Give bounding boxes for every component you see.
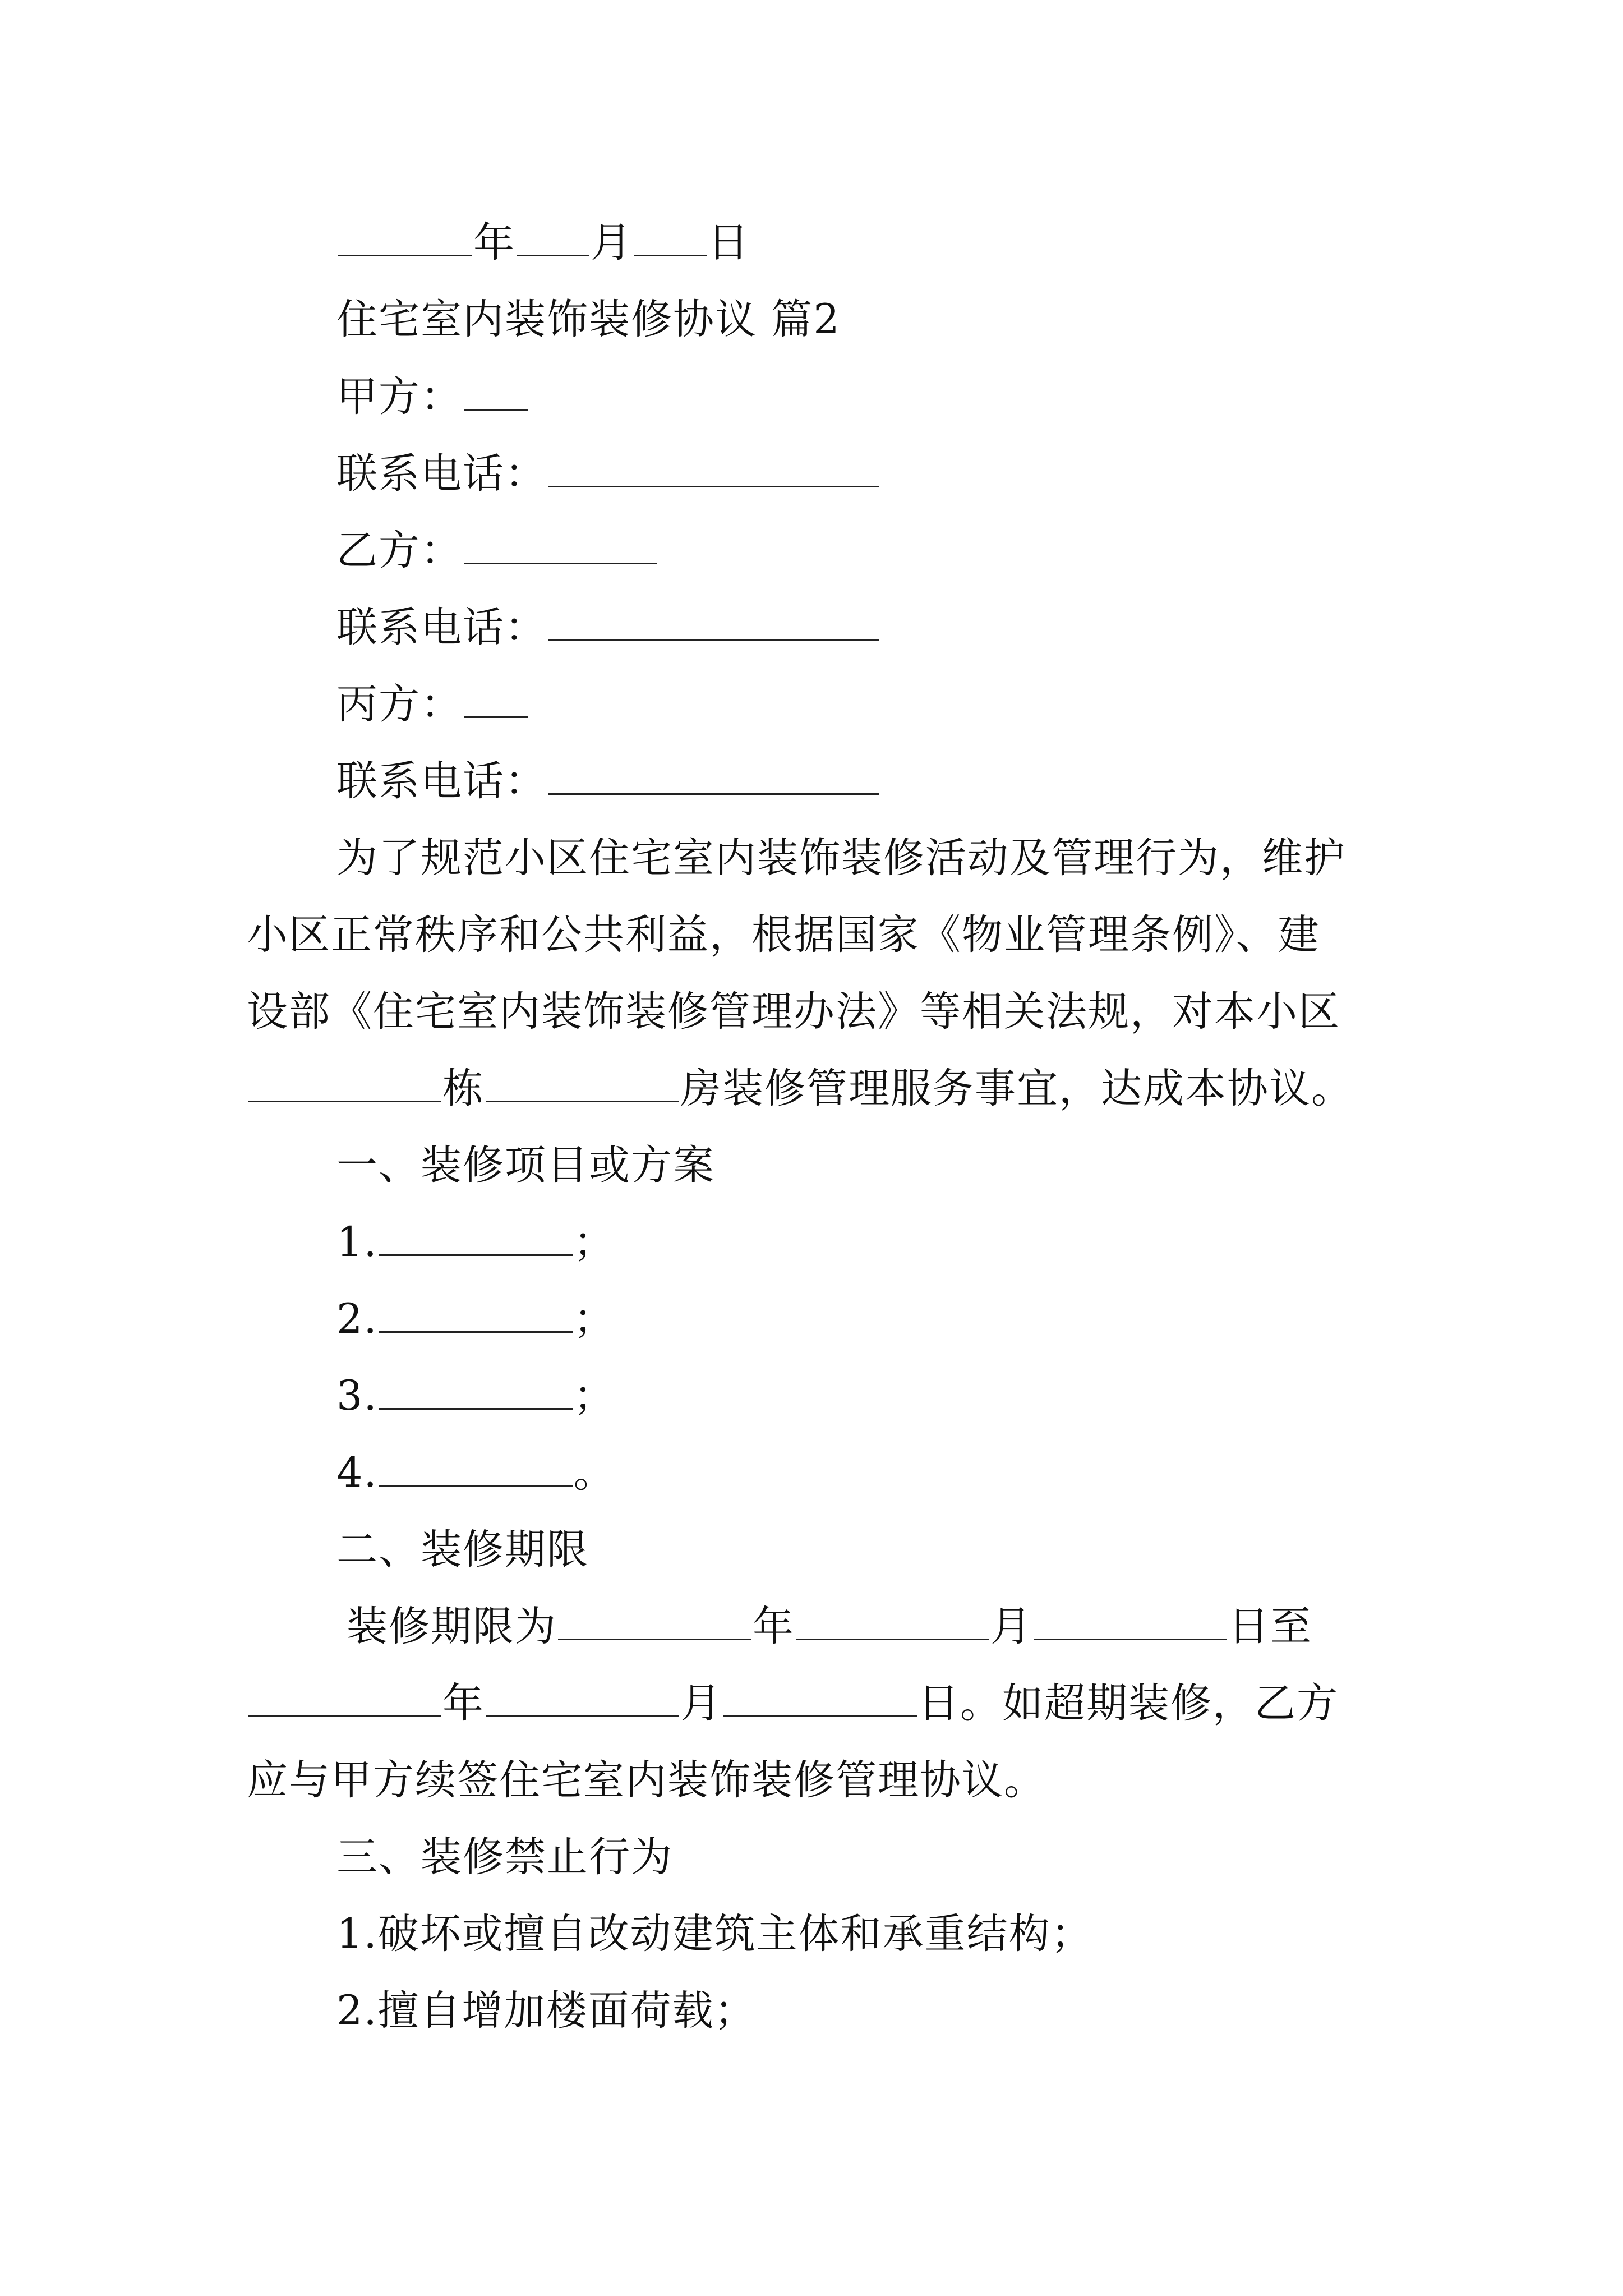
period-prefix: 装修期限为 [347, 1603, 557, 1650]
year-label: 年 [473, 219, 515, 266]
period-line-3: 应与甲方续签住宅室内装饰装修管理协议。 [247, 1756, 1046, 1804]
item-end: ； [573, 1218, 616, 1266]
party-b-line [336, 524, 658, 578]
item-end: ； [573, 1372, 616, 1420]
year-blank [338, 220, 472, 256]
party-b-phone-blank [548, 605, 879, 641]
party-a-label: 甲方： [336, 373, 463, 421]
item-number: 3. [336, 1372, 378, 1420]
party-c-phone-line [336, 754, 880, 808]
section-1-title: 一、装修项目或方案 [336, 1142, 715, 1189]
start-year-label: 年 [753, 1603, 795, 1650]
section-3-title: 三、装修禁止行为 [336, 1833, 673, 1881]
party-c-blank [464, 682, 528, 718]
section-1-item [336, 1446, 616, 1500]
end-day-blank [723, 1681, 917, 1717]
section-2-title: 二、装修期限 [336, 1526, 589, 1573]
intro-line-1: 为了规范小区住宅室内装饰装修活动及管理行为，维护 [336, 834, 1346, 882]
party-a-blank [464, 374, 528, 411]
intro-line-4 [247, 1062, 1353, 1116]
party-a-phone-label: 联系电话： [336, 450, 547, 498]
period-line-2 [247, 1677, 1339, 1731]
month-label: 月 [591, 219, 633, 266]
end-year-label: 年 [442, 1680, 485, 1727]
intro-line-3: 设部《住宅室内装饰装修管理办法》等相关法规，对本小区 [247, 988, 1340, 1036]
end-month-blank [486, 1681, 679, 1717]
item-blank [379, 1296, 573, 1333]
end-year-blank [248, 1681, 441, 1717]
item-blank [379, 1450, 573, 1487]
intro-line-2: 小区正常秩序和公共利益，根据国家《物业管理条例》、建 [247, 911, 1320, 959]
day-blank [634, 220, 707, 256]
party-b-blank [464, 528, 657, 564]
section-1-item [336, 1369, 616, 1423]
start-year-blank [558, 1604, 751, 1640]
agreement-heading: 住宅室内装饰装修协议 篇2 [336, 296, 841, 343]
item-number: 1. [336, 1218, 378, 1266]
item-end: 。 [573, 1449, 616, 1497]
end-day-label: 日。如超期装修，乙方 [918, 1680, 1339, 1727]
day-label: 日 [708, 219, 750, 266]
party-c-line [336, 678, 529, 731]
room-blank [486, 1066, 679, 1102]
start-day-blank [1034, 1604, 1227, 1640]
item-end: ； [573, 1295, 616, 1343]
party-c-phone-blank [548, 758, 879, 795]
section-1-item [336, 1216, 616, 1269]
party-a-phone-blank [548, 451, 879, 487]
start-month-label: 月 [990, 1603, 1032, 1650]
party-c-phone-label: 联系电话： [336, 757, 547, 805]
building-blank [248, 1066, 441, 1102]
period-line-1 [347, 1600, 1312, 1654]
date-line [336, 216, 750, 270]
item-number: 4. [336, 1449, 378, 1497]
item-blank [379, 1220, 573, 1256]
party-a-phone-line [336, 447, 880, 501]
item-blank [379, 1373, 573, 1410]
intro-line-4-rest: 房装修管理服务事宜，达成本协议。 [680, 1065, 1353, 1112]
month-blank [517, 220, 589, 256]
party-b-label: 乙方： [336, 527, 463, 574]
party-a-line [336, 370, 529, 424]
item-number: 2. [336, 1295, 378, 1343]
section-3-item: 1.破坏或擅自改动建筑主体和承重结构； [336, 1910, 1093, 1958]
start-day-to-label: 日至 [1228, 1603, 1312, 1650]
start-month-blank [796, 1604, 989, 1640]
party-c-label: 丙方： [336, 680, 463, 728]
party-b-phone-line [336, 601, 880, 655]
section-3-item: 2.擅自增加楼面荷载； [336, 1987, 757, 2035]
section-1-item [336, 1292, 616, 1346]
party-b-phone-label: 联系电话： [336, 604, 547, 651]
end-month-label: 月 [680, 1680, 722, 1727]
building-label: 栋 [442, 1065, 485, 1112]
